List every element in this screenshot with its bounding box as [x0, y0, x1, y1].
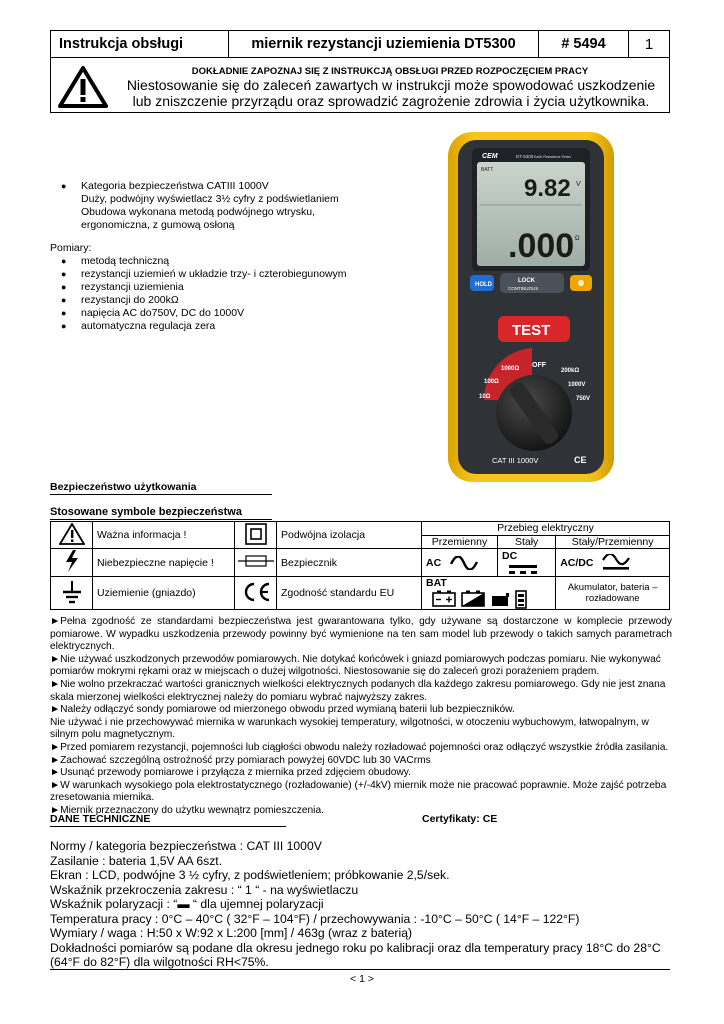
warning-text: Niestosowanie się do zaleceń zawartych w instrukcji może spowodować uszkodzenie lub zniszczenie przyrządu oraz sprowadzić zagrożenie zdrowia i życia użytkownika.: [126, 77, 656, 109]
footer-divider: [50, 969, 670, 970]
dc-cell: [498, 549, 556, 577]
list-item: ● rezystancji uziemienia: [50, 281, 390, 294]
note-paragraph: ►Nie używać uszkodzonych przewodów pomiarowych. Nie dotykać końcówek i gniazd pomiarowych podczas pomiaru. Nie wykonywać pomiarów mokrymi rękami oraz w miejscach o dużej wilgotności. Niestosowanie się do zaleceń grozi porażeniem prądem.: [50, 653, 661, 678]
ac-label: AC: [426, 556, 442, 569]
tech-line: Ekran : LCD, podwójne 3 ½ cyfry, z podświetleniem; próbkowanie 2,5/sek.: [50, 868, 450, 882]
ground-icon: [62, 580, 82, 604]
product-name: miernik rezystancji uziemienia DT5300: [229, 31, 539, 57]
lcd-unit-top: V: [576, 181, 581, 188]
features-block: [50, 180, 390, 232]
tech-title: DANE TECHNICZNE: [50, 813, 151, 825]
lcd-reading-top: 9.82: [524, 175, 571, 202]
safety-notes: [50, 616, 672, 818]
svg-text:CAT III 1000V: CAT III 1000V: [492, 456, 539, 465]
tech-line: Temperatura pracy : 0°C – 40°C ( 32°F – 104°F) / przechowywania : -10°C – 50°C ( 14°F – 122°F): [50, 911, 580, 926]
lcd-bat: BATT: [481, 167, 494, 173]
ce-mark-icon: [240, 581, 272, 603]
feature-line: Duży, podwójny wyświetlacz 3½ cyfry z podświetlaniem: [81, 193, 339, 205]
feature-bullet: ● Kategoria bezpieczeństwa CATIII 1000V: [50, 180, 390, 193]
svg-text:10Ω: 10Ω: [479, 394, 491, 400]
svg-text:LOCK: LOCK: [518, 278, 535, 284]
col-steady-alt: Stały/Przemienny: [556, 535, 670, 549]
symbol-label: Zgodność standardu EU: [277, 577, 422, 610]
list-item: ● rezystancji uziemień w układzie trzy- i czterobiegunowym: [50, 268, 390, 281]
meter-subtitle: Earth Resistance Tester: [534, 155, 572, 159]
safety-title: Bezpieczeństwo użytkowania: [50, 481, 197, 493]
list-item: ● automatyczna regulacja zera: [50, 320, 390, 333]
bat-label: BAT: [426, 577, 447, 589]
tech-data: [50, 839, 675, 970]
feature-line: Obudowa wykonana metodą podwójnego wtrysku,: [81, 206, 316, 218]
tech-line: Normy / kategoria bezpieczeństwa : CAT III 1000V: [50, 839, 322, 853]
divider: [50, 494, 272, 495]
symbol-label: Uziemienie (gniazdo): [93, 577, 235, 610]
tech-line: Zasilanie : bateria 1,5V AA 6szt.: [50, 853, 223, 868]
symbol-label: Podwójna izolacja: [277, 522, 422, 549]
current-header: Przebieg elektryczny: [422, 522, 670, 536]
meter-brand: CEM: [482, 153, 498, 160]
acdc-label: AC/DC: [560, 556, 594, 569]
cert-label: Certyfikaty: CE: [422, 813, 498, 825]
doc-title: Instrukcja obsługi: [51, 31, 229, 57]
double-insulation-icon: [244, 523, 268, 545]
page-number: 1: [644, 35, 654, 53]
list-item: ● metodą techniczną: [50, 255, 390, 268]
col-steady: Stały: [498, 535, 556, 549]
note-paragraph: ►Należy odłączyć sondy pomiarowe od mierzonego obwodu przed wymianą baterii lub bezpieczników.: [50, 704, 515, 716]
bat-cell: [422, 577, 556, 610]
svg-text:TEST: TEST: [512, 322, 551, 339]
symbol-label: Ważna informacja !: [93, 522, 235, 549]
divider: [50, 826, 286, 827]
tech-line: Wymiary / waga : H:50 x W:92 x L:200 [mm] / 463g (wraz z baterią): [50, 926, 413, 940]
list-item: ● rezystancji do 200kΩ: [50, 294, 390, 307]
note-paragraph: ►Pełna zgodność ze standardami bezpieczeństwa jest gwarantowana tylko, gdy używane są dostarczone w komplecie przewody pomiarowe. W wypadku uszkodzenia przewody powinny być wymienione na ten sam model lub przewody o takich samych parametrach elektrycznych.: [50, 616, 672, 653]
acdc-cell: [556, 549, 670, 577]
svg-text:200kΩ: 200kΩ: [561, 368, 580, 374]
symbols-table: [50, 521, 670, 610]
ac-wave-icon: [450, 556, 478, 570]
svg-text:1000V: 1000V: [568, 382, 586, 388]
cell-info-icon: [51, 522, 93, 549]
warning-box: [50, 58, 670, 113]
feature-line: ergonomiczna, z gumową osłoną: [81, 219, 235, 231]
battery-icons: [432, 589, 528, 609]
bat-description: Akumulator, bateria – rozładowane: [556, 577, 670, 610]
warning-small-icon: [59, 523, 85, 545]
dc-icon: [508, 562, 538, 576]
symbols-title: Stosowane symbole bezpieczeństwa: [50, 506, 242, 518]
note-paragraph: ►Usunąć przewody pomiarowe i przyłącza z miernika przed zdjęciem obudowy.: [50, 767, 411, 779]
svg-text:100Ω: 100Ω: [484, 379, 499, 385]
note-paragraph: ►W warunkach wysokiego pola elektrostatycznego (rozładowanie) (+/-4kV) miernik może nie pracować poprawnie. Może zajść potrzeba zresetowania miernika.: [50, 779, 667, 804]
acdc-icon: [602, 554, 630, 572]
note-paragraph: ►Miernik przeznaczony do użytku wewnątrz pomieszczenia.: [50, 804, 324, 816]
col-alt: Przemienny: [422, 535, 498, 549]
tech-line: Dokładności pomiarów są podane dla okresu jednego roku po kalibracji oraz dla temperatury pracy 18°C do 28°C (64°F do 82°F) dla wilgotności RH<75%.: [50, 940, 661, 969]
note-paragraph: ►Nie wolno przekraczać wartości granicznych wielkości elektrycznych podanych dla każdego zakresu pomiarowego. Gdy nie jest znana skala mierzonej wielkości elektrycznej należy do pomiaru wybrać najwyższy zakres.: [50, 678, 666, 703]
svg-text:1000Ω: 1000Ω: [501, 366, 520, 372]
svg-text:CE: CE: [574, 455, 587, 465]
note-paragraph: ►Przed pomiarem rezystancji, pojemności lub ciągłości obwodu należy rozładować pojemności oraz odłączyć wszystkie źródła zasilania.: [50, 741, 669, 753]
note-paragraph: ►Zachować szczególną ostrożność przy pomiarach powyżej 60VDC lub 30 VACrms: [50, 754, 431, 766]
footer-page: < 1 >: [350, 973, 374, 985]
list-item: ● napięcia AC do750V, DC do 1000V: [50, 307, 390, 320]
lcd-reading-bottom: .000: [508, 227, 575, 265]
svg-text:OFF: OFF: [532, 362, 546, 369]
svg-text:CONTINUOUS: CONTINUOUS: [508, 286, 539, 291]
measurements-block: [50, 242, 390, 333]
svg-text:HOLD: HOLD: [475, 282, 492, 288]
fuse-icon: [238, 554, 274, 568]
ac-cell: [422, 549, 498, 577]
product-code: # 5494: [539, 31, 629, 57]
symbol-label: Bezpiecznik: [277, 549, 422, 577]
dc-label: DC: [502, 549, 518, 562]
lcd-unit-bottom: Ω: [575, 236, 580, 242]
symbol-label: Niebezpieczne napięcie !: [93, 549, 235, 577]
meter-photo: [446, 130, 616, 484]
measurements-heading: Pomiary:: [50, 242, 92, 254]
meter-model: DT-5300: [516, 154, 534, 159]
high-voltage-icon: [62, 549, 82, 573]
svg-text:750V: 750V: [576, 396, 591, 402]
warning-heading: DOKŁADNIE ZAPOZNAJ SIĘ Z INSTRUKCJĄ OBSŁUGI PRZED ROZPOCZĘCIEM PRACY: [191, 66, 589, 77]
divider: [50, 519, 272, 520]
tech-line: Wskaźnik przekroczenia zakresu : “ 1 “ - na wyświetlaczu: [50, 882, 359, 897]
note-paragraph: Nie używać i nie przechowywać miernika w warunkach wysokiej temperatury, wilgotności, w otoczeniu wybuchowym, łatwopalnym, w silnym polu magnetycznym.: [50, 716, 649, 741]
tech-line: Wskaźnik polaryzacji : “▬ “ dla ujemnej polaryzacji: [50, 897, 324, 911]
warning-icon: [58, 66, 108, 108]
header-table: [50, 30, 670, 58]
